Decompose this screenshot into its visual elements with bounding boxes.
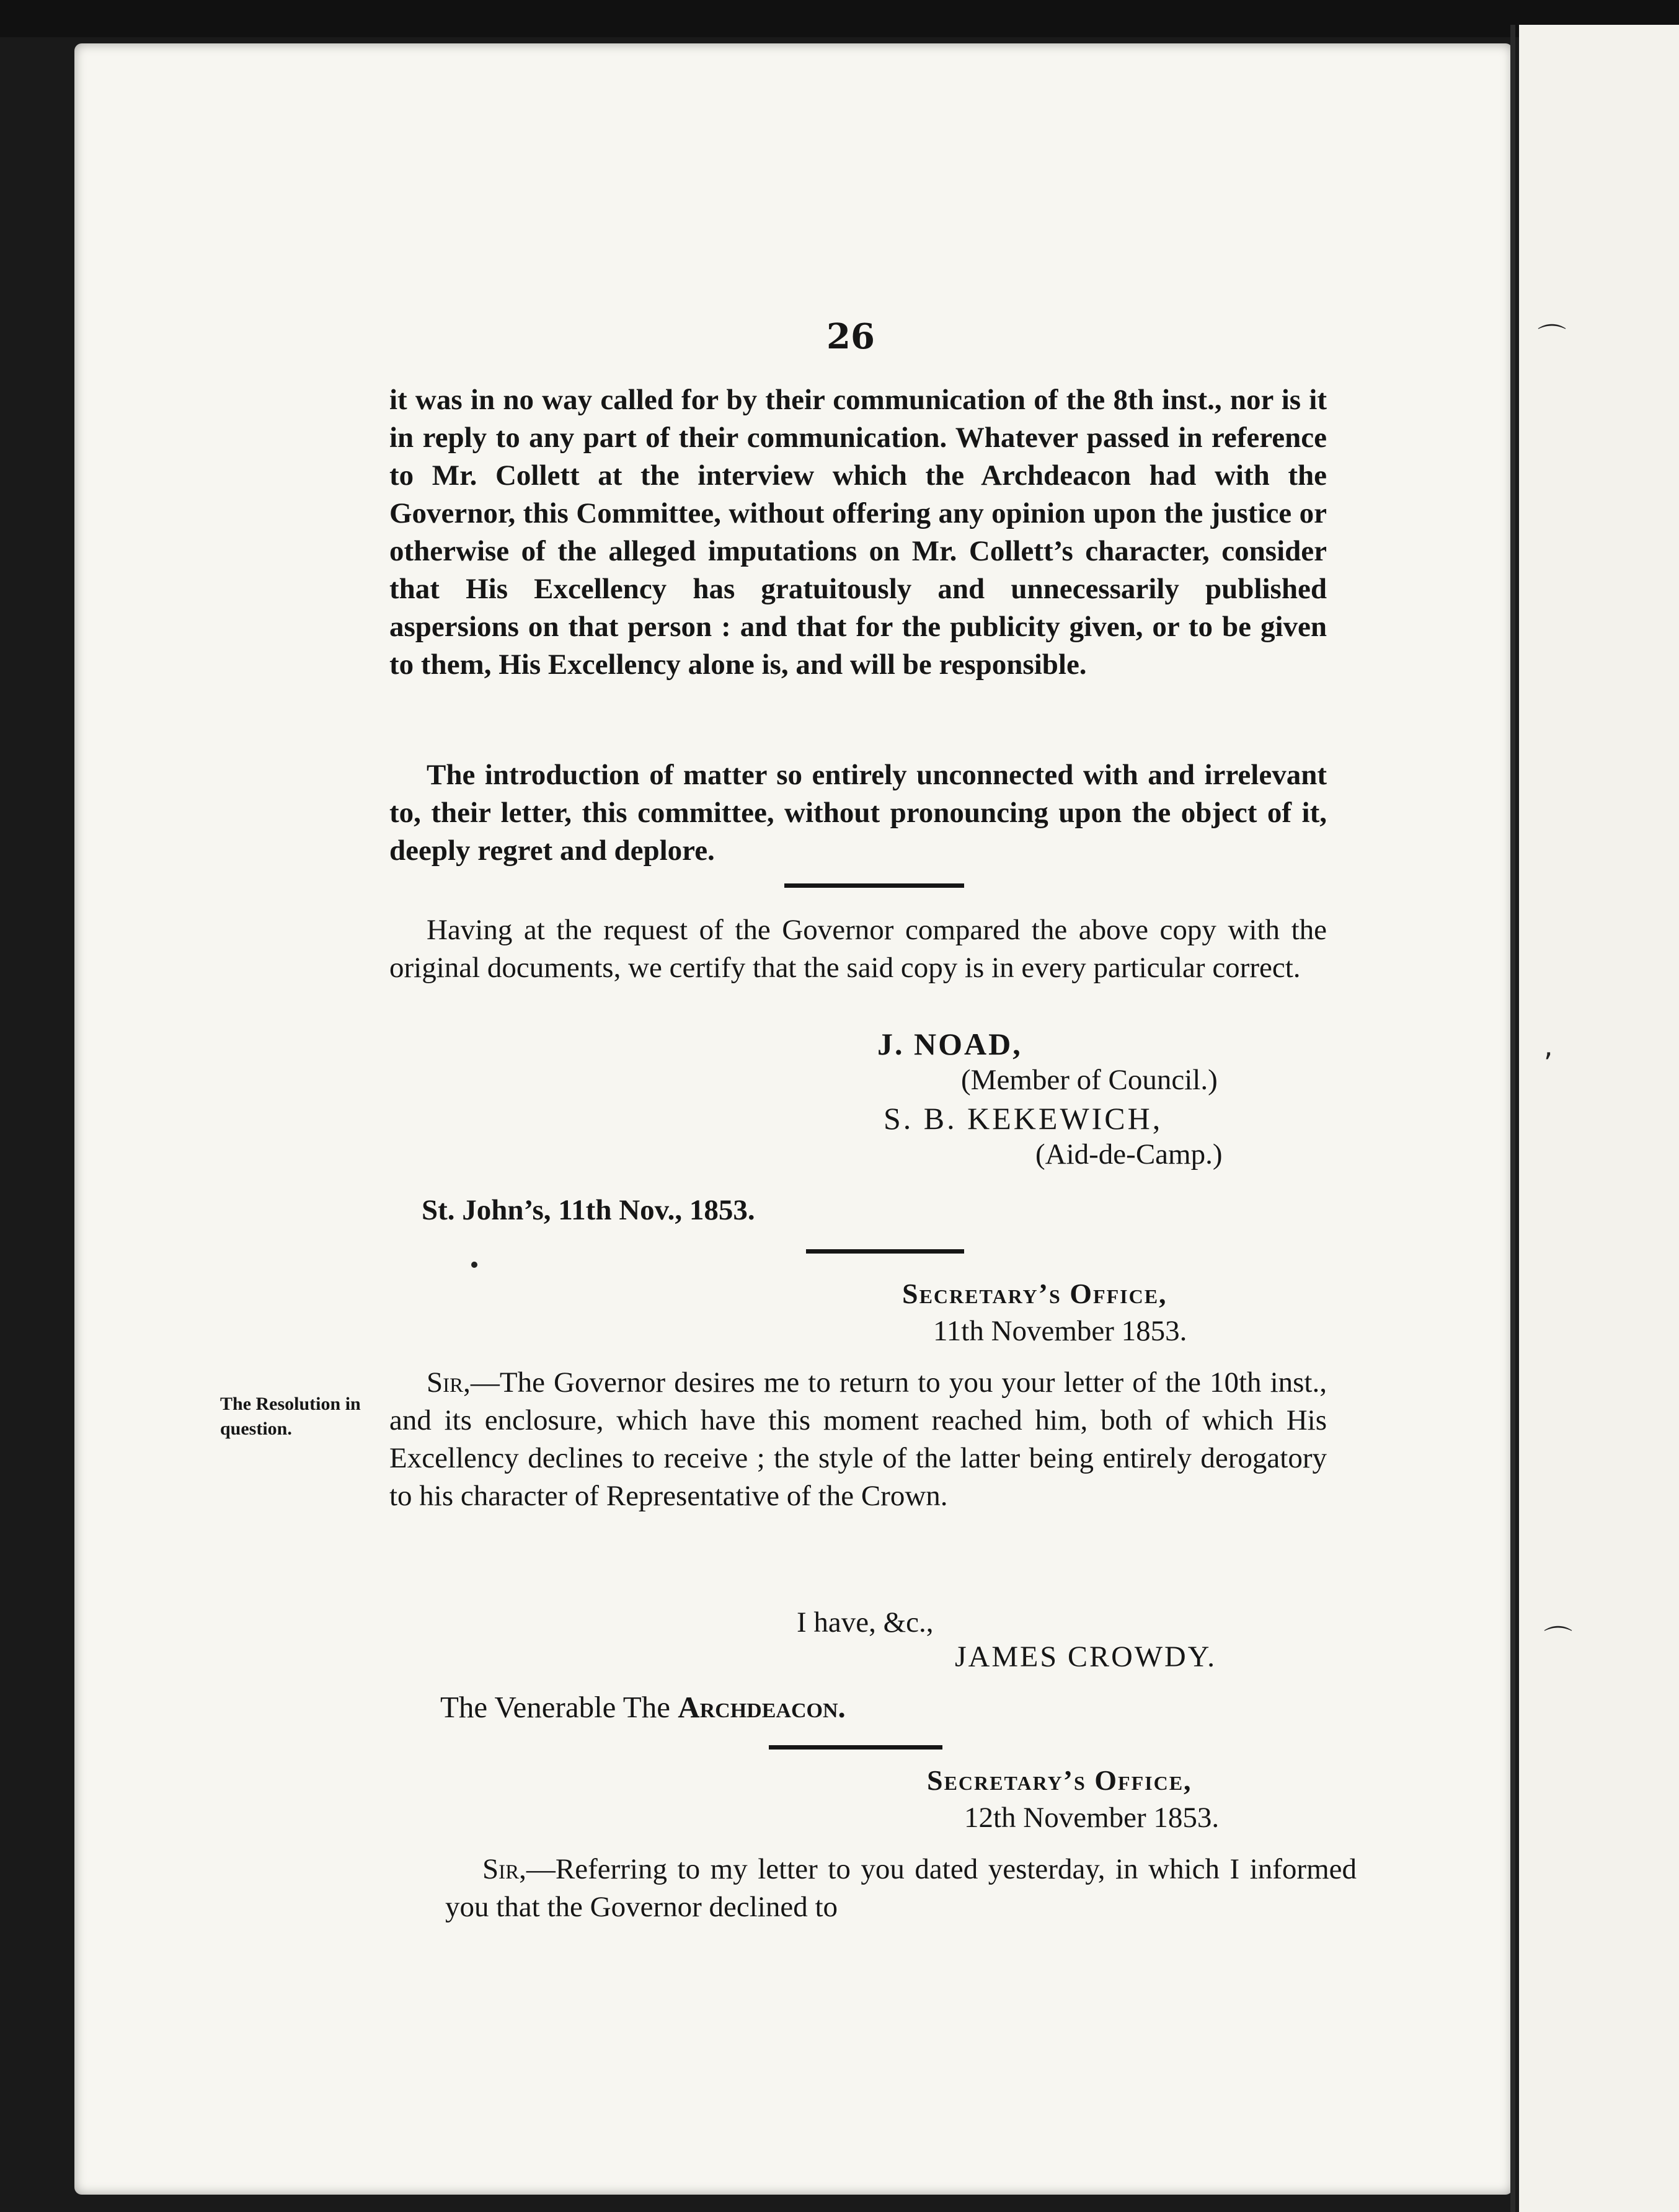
paragraph-introduction: The introduction of matter so entirely unconnected with and irrelevant to, their letter, this committee, without pronouncing upon the object of it, deeply regret and deplore. xyxy=(389,759,1327,867)
letter-text-2: —Referring to my letter to you dated yesterday, in which I informed you that the Governor declined to xyxy=(445,1853,1357,1923)
section-rule xyxy=(806,1249,964,1254)
signer-kekewich: S. B. KEKEWICH, xyxy=(884,1101,1163,1136)
salutation: Sir, xyxy=(427,1366,471,1399)
margin-note: The Resolution in question. xyxy=(220,1394,361,1439)
letter-date-2: 12th November 1853. xyxy=(964,1802,1220,1834)
letter-date: 11th November 1853. xyxy=(933,1315,1187,1347)
addressee-title: Archdeacon. xyxy=(678,1690,846,1724)
bleed-mark: ⌒ xyxy=(1538,322,1566,355)
addressee-prefix: The Venerable The xyxy=(440,1690,678,1724)
section-rule xyxy=(769,1745,942,1750)
page-gutter xyxy=(1510,25,1515,2212)
ink-speck xyxy=(471,1262,477,1268)
letter-body-2 xyxy=(445,1851,1357,1926)
facing-page-edge xyxy=(1519,25,1679,2212)
certification-paragraph: Having at the request of the Governor compared the above copy with the original documents, we certify that the said copy is in every particular correct. xyxy=(389,914,1327,984)
letter-text: —The Governor desires me to return to you your letter of the 10th inst., and its enclosure, which have this moment reached him, both of which His Excellency declines to receive ; the style of the latter being entirely derogatory to his character of Representative of the Crown. xyxy=(389,1366,1327,1512)
closing: I have, &c., xyxy=(797,1606,934,1639)
office-heading-2: Secretary’s Office, xyxy=(927,1764,1192,1796)
role-member-of-council: (Member of Council.) xyxy=(961,1064,1218,1096)
addressee xyxy=(440,1689,846,1725)
salutation-2: Sir, xyxy=(482,1853,526,1885)
page-number: 26 xyxy=(826,316,875,357)
continued-paragraph: it was in no way called for by their communication of the 8th inst., nor is it in reply to any part of their communication. Whatever passed in reference to Mr. Collett at the interview which the Archdeacon had with the Governor, this Committee, without offering any opinion upon the justice or otherwise of the alleged imputations on Mr. Collett’s character, consider that His Excellency has gratuitously and unnecessarily published aspersions on that person : and that for the publicity given, or to be given to them, His Excellency alone is, and will be responsible. xyxy=(389,384,1327,681)
bleed-mark: , xyxy=(1544,1029,1553,1063)
section-rule xyxy=(784,883,964,888)
role-aid-de-camp: (Aid-de-Camp.) xyxy=(1035,1138,1223,1170)
place-date: St. John’s, 11th Nov., 1853. xyxy=(422,1194,755,1226)
office-heading: Secretary’s Office, xyxy=(902,1278,1167,1309)
bleed-mark: ⌒ xyxy=(1544,1624,1572,1657)
signer-crowdy: JAMES CROWDY. xyxy=(955,1640,1217,1673)
scan-top-border xyxy=(0,0,1679,37)
signer-noad: J. NOAD, xyxy=(877,1027,1022,1061)
letter-body xyxy=(389,1364,1327,1515)
